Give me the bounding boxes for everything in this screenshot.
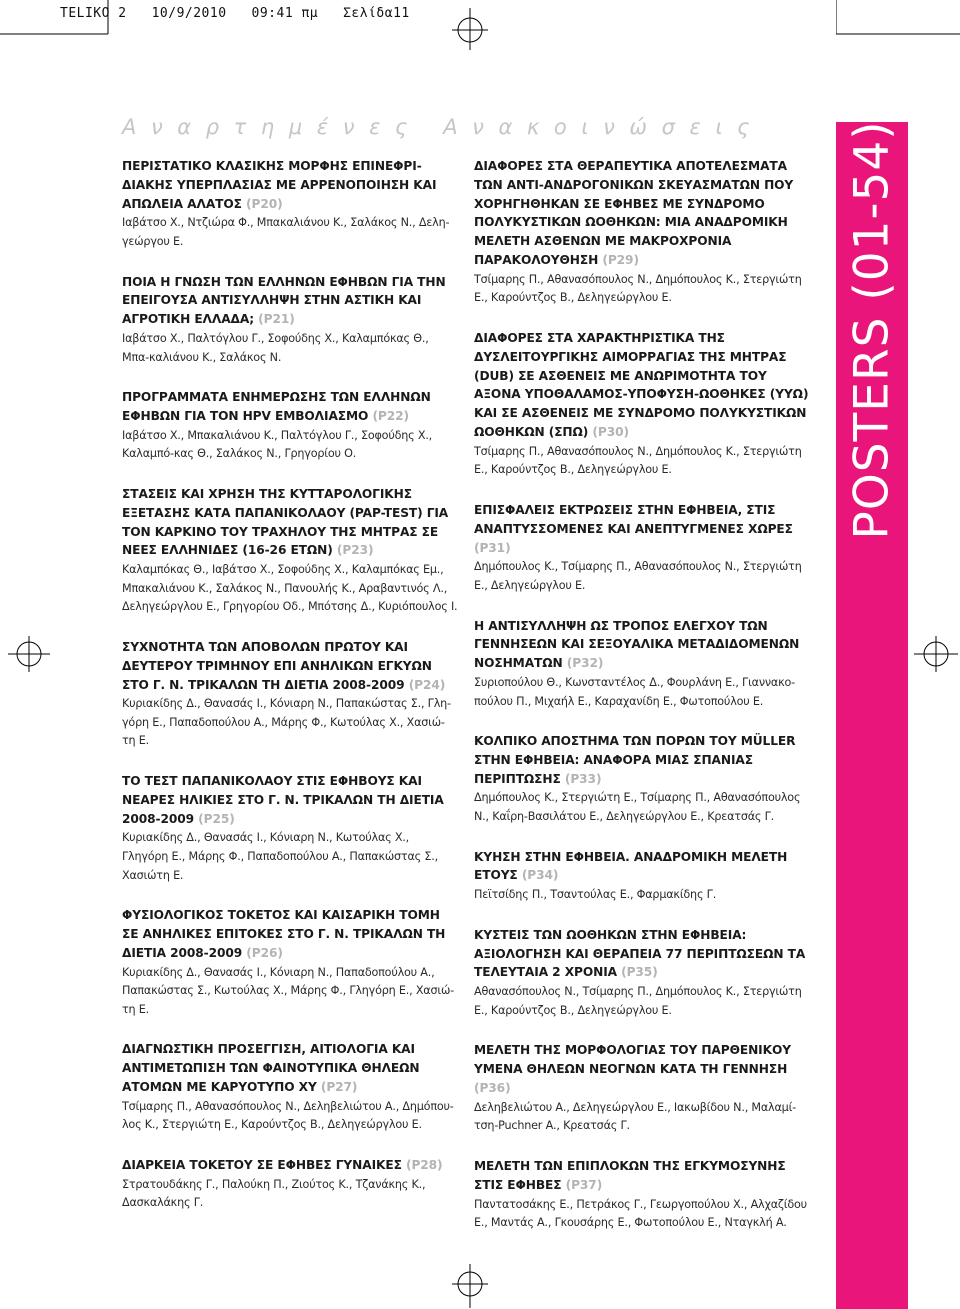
abstract-entry <box>122 1040 458 1135</box>
abstract-authors: Καλαμπόκας Θ., Ιαβάτσο Χ., Σοφούδης Χ., Καλαμπόκας Εμ., Μπακαλιάνου Κ., Σαλάκος Ν., Πανουλής Κ., Αραβαντινός Λ., Δεληγεώργλου Ε., Γρηγορίου Οδ., Μπότσης Δ., Κυριόπουλος Ι. <box>122 563 458 614</box>
abstract-title: ΠΡΟΓΡΑΜΜΑΤΑ ΕΝΗΜΕΡΩΣΗΣ ΤΩΝ ΕΛΛΗΝΩΝ ΕΦΗΒΩΝ ΓΙΑ ΤΟΝ HPV ΕΜΒΟΛΙΑΣΜΟ (P22) <box>122 390 431 423</box>
abstract-authors: Στρατουδάκης Γ., Παλούκη Π., Ζιούτος Κ., Τζανάκης Κ., Δασκαλάκης Γ. <box>122 1177 426 1210</box>
abstract-entry <box>122 273 458 368</box>
abstract-authors: Παντατοσάκης Ε., Πετράκος Γ., Γεωργοπούλου Χ., Αλχαζίδου Ε., Μαντάς Α., Γκουσάρης Ε., Φωτοπούλου Ε., Νταγκλή Α. <box>474 1197 807 1230</box>
abstract-title: ΚΥΣΤΕΙΣ ΤΩΝ ΩΟΘΗΚΩΝ ΣΤΗΝ ΕΦΗΒΕΙΑ: ΑΞΙΟΛΟΓΗΣΗ ΚΑΙ ΘΕΡΑΠΕΙΑ 77 ΠΕΡΙΠΤΩΣΕΩΝ ΤΑ ΤΕΛΕΥΤΑΙΑ 2 ΧΡΟΝΙΑ (P35) <box>474 927 806 980</box>
abstract-title: ΦΥΣΙΟΛΟΓΙΚΟΣ ΤΟΚΕΤΟΣ ΚΑΙ ΚΑΙΣΑΡΙΚΗ ΤΟΜΗ ΣΕ ΑΝΗΛΙΚΕΣ ΕΠΙΤΟΚΕΣ ΣΤΟ Γ. Ν. ΤΡΙΚΑΛΩΝ ΤΗ ΔΙΕΤΙΑ 2008-2009 (P26) <box>122 908 446 960</box>
right-column <box>474 157 810 1254</box>
abstract-authors: Τσίμαρης Π., Αθανασόπουλος Ν., Δημόπουλος Κ., Στεργιώτη Ε., Καρούντζος Β., Δεληγεώργλου Ε. <box>474 444 802 477</box>
section-banner: Αναρτημένες Ανακοινώσεις <box>122 115 765 139</box>
abstract-title: ΣΥΧΝΟΤΗΤΑ ΤΩΝ ΑΠΟΒΟΛΩΝ ΠΡΩΤΟΥ ΚΑΙ ΔΕΥΤΕΡΟΥ ΤΡΙΜΗΝΟΥ ΕΠΙ ΑΝΗΛΙΚΩΝ ΕΓΚΥΩΝ ΣΤΟ Γ. Ν. ΤΡΙΚΑΛΩΝ ΤΗ ΔΙΕΤΙΑ 2008-2009 (P24) <box>122 639 446 692</box>
abstract-authors: Ιαβάτσο Χ., Μπακαλιάνου Κ., Παλτόγλου Γ., Σοφούδης Χ., Καλαμπό-κας Θ., Σαλάκος Ν., Γρηγορίου Ο. <box>122 428 433 461</box>
left-column <box>122 157 458 1234</box>
poster-code: (P31) <box>474 540 511 555</box>
abstract-authors: Συριοπούλου Θ., Κωνσταντέλος Δ., Φουρλάνη Ε., Γιαννακο-πούλου Π., Μιχαήλ Ε., Καραχανίδη Ε., Φωτοπούλου Ε. <box>474 675 795 708</box>
registration-mark-bottom-icon <box>450 1262 490 1309</box>
abstract-authors: Πεϊτσίδης Π., Τσαντούλας Ε., Φαρμακίδης Γ. <box>474 888 717 902</box>
abstract-title: ΚΥΗΣΗ ΣΤΗΝ ΕΦΗΒΕΙΑ. ΑΝΑΔΡΟΜΙΚΗ ΜΕΛΕΤΗ ΕΤΟΥΣ (P34) <box>474 849 788 883</box>
abstract-title: ΔΙΑΓΝΩΣΤΙΚΗ ΠΡΟΣΕΓΓΙΣΗ, ΑΙΤΙΟΛΟΓΙΑ ΚΑΙ ΑΝΤΙΜΕΤΩΠΙΣΗ ΤΩΝ ΦΑΙΝΟΤΥΠΙΚΑ ΘΗΛΕΩΝ ΑΤΟΜΩΝ ΜΕ ΚΑΡΥΟΤΥΠΟ ΧΥ (P27) <box>122 1042 420 1095</box>
poster-code: (P22) <box>372 408 409 423</box>
poster-code: (P37) <box>565 1177 603 1192</box>
registration-mark-right-icon <box>912 634 960 674</box>
abstract-entry <box>122 638 458 751</box>
abstract-entry <box>474 617 810 712</box>
abstract-authors: Ιαβάτσο Χ., Ντζιώρα Φ., Μπακαλιάνου Κ., Σαλάκος Ν., Δελη-γεώργου Ε. <box>122 216 450 248</box>
poster-code: (P26) <box>246 945 283 960</box>
abstract-title: ΠΟΙΑ Η ΓΝΩΣΗ ΤΩΝ ΕΛΛΗΝΩΝ ΕΦΗΒΩΝ ΓΙΑ ΤΗΝ ΕΠΕΙΓΟΥΣΑ ΑΝΤΙΣΥΛΛΗΨΗ ΣΤΗΝ ΑΣΤΙΚΗ ΚΑΙ ΑΓΡΟΤΙΚΗ ΕΛΛΑΔΑ; (P21) <box>122 274 446 327</box>
abstract-authors: Κυριακίδης Δ., Θανασάς Ι., Κόνιαρη Ν., Παπακώστας Σ., Γλη-γόρη Ε., Παπαδοπούλου Α., Μάρης Φ., Κωτούλας Χ., Χασιώ-τη Ε. <box>122 697 451 748</box>
poster-code: (P32) <box>566 656 604 671</box>
abstract-authors: Κυριακίδης Δ., Θανασάς Ι., Κόνιαρη Ν., Κωτούλας Χ., Γληγόρη Ε., Μάρης Φ., Παπαδοπούλου Α., Παπακώστας Σ., Χασιώτη Ε. <box>122 831 438 882</box>
registration-mark-left-icon <box>2 634 52 674</box>
abstract-title: ΔΙΑΦΟΡΕΣ ΣΤΑ ΘΕΡΑΠΕΥΤΙΚΑ ΑΠΟΤΕΛΕΣΜΑΤΑ ΤΩΝ ΑΝΤΙ-ΑΝΔΡΟΓΟΝΙΚΩΝ ΣΚΕΥΑΣΜΑΤΩΝ ΠΟΥ ΧΟΡΗΓΗΘΗΚΑΝ ΣΕ ΕΦΗΒΕΣ ΜΕ ΣΥΝΔΡΟΜΟ ΠΟΛΥΚΥΣΤΙΚΩΝ ΩΟΘΗΚΩΝ: ΜΙΑ ΑΝΑΔΡΟΜΙΚΗ ΜΕΛΕΤΗ ΑΣΘΕΝΩΝ ΜΕ ΜΑΚΡΟΧΡΟΝΙΑ ΠΑΡΑΚΟΛΟΥΘΗΣΗ (P29) <box>474 159 794 267</box>
abstract-entry <box>474 329 810 480</box>
poster-code: (P21) <box>258 312 295 327</box>
poster-code: (P25) <box>198 811 235 826</box>
abstract-entry <box>474 1157 810 1233</box>
posters-side-label: POSTERS (01-54) <box>844 120 900 540</box>
abstract-entry <box>122 485 458 617</box>
abstract-authors: Τσίμαρης Π., Αθανασόπουλος Ν., Δεληβελιώτου Α., Δημόπου-λος Κ., Στεργιώτη Ε., Καρούντζος Β., Δεληγεώργλου Ε. <box>122 1099 454 1132</box>
abstract-entry <box>474 926 810 1021</box>
abstract-entry <box>474 848 810 905</box>
poster-code: (P28) <box>405 1158 443 1172</box>
poster-code: (P24) <box>408 677 446 692</box>
print-slug-line: TELIKO 2 10/9/2010 09:41 πμ Σελίδα11 <box>60 6 410 21</box>
abstract-title: ΔΙΑΦΟΡΕΣ ΣΤΑ ΧΑΡΑΚΤΗΡΙΣΤΙΚΑ ΤΗΣ ΔΥΣΛΕΙΤΟΥΡΓΙΚΗΣ ΑΙΜΟΡΡΑΓΙΑΣ ΤΗΣ ΜΗΤΡΑΣ (DUB) ΣΕ ΑΣΘΕΝΕΙΣ ΜΕ ΑΝΩΡΙΜΟΤΗΤΑ ΤΟΥ ΑΞΟΝΑ ΥΠΟΘΑΛΑΜΟΣ-ΥΠΟΦΥΣΗ-ΩΟΘΗΚΕΣ (ΥΥΩ) ΚΑΙ ΣΕ ΑΣΘΕΝΕΙΣ ΜΕ ΣΥΝΔΡΟΜΟ ΠΟΛΥΚΥΣΤΙΚΩΝ ΩΟΘΗΚΩΝ (ΣΠΩ) (P30) <box>474 330 809 439</box>
crop-mark-top-left-icon <box>0 0 120 120</box>
abstract-entry <box>474 501 810 596</box>
abstract-authors: Δημόπουλος Κ., Στεργιώτη Ε., Τσίμαρης Π., Αθανασόπουλος Ν., Καΐρη-Βασιλάτου Ε., Δεληγεώργλου Ε., Κρεατσάς Γ. <box>474 791 801 824</box>
abstract-entry <box>122 157 458 252</box>
abstract-authors: Δημόπουλος Κ., Τσίμαρης Π., Αθανασόπουλος Ν., Στεργιώτη Ε., Δεληγεώργλου Ε. <box>474 560 802 592</box>
poster-code: (P33) <box>564 771 602 786</box>
poster-code: (P30) <box>592 424 629 439</box>
abstract-authors: Τσίμαρης Π., Αθανασόπουλος Ν., Δημόπουλος Κ., Στεργιώτη Ε., Καρούντζος Β., Δεληγεώργλου Ε. <box>474 272 802 305</box>
abstract-title: ΣΤΑΣΕΙΣ ΚΑΙ ΧΡΗΣΗ ΤΗΣ ΚΥΤΤΑΡΟΛΟΓΙΚΗΣ ΕΞΕΤΑΣΗΣ ΚΑΤΑ ΠΑΠΑΝΙΚΟΛΑΟΥ (PAP-TEST) ΓΙΑ ΤΟΝ ΚΑΡΚΙΝΟ ΤΟΥ ΤΡΑΧΗΛΟΥ ΤΗΣ ΜΗΤΡΑΣ ΣΕ ΝΕΕΣ ΕΛΛΗΝΙΔΕΣ (16-26 ΕΤΩΝ) (P23) <box>122 486 449 558</box>
abstract-authors: Κυριακίδης Δ., Θανασάς Ι., Κόνιαρη Ν., Παπαδοπούλου Α., Παπακώστας Σ., Κωτούλας Χ., Μάρης Φ., Γληγόρη Ε., Χασιώ-τη Ε. <box>122 965 454 1016</box>
abstract-title: ΠΕΡΙΣΤΑΤΙΚΟ ΚΛΑΣΙΚΗΣ ΜΟΡΦΗΣ ΕΠΙΝΕΦΡΙ-ΔΙΑΚΗΣ ΥΠΕΡΠΛΑΣΙΑΣ ΜΕ ΑΡΡΕΝΟΠΟΙΗΣΗ ΚΑΙ ΑΠΩΛΕΙΑ ΑΛΑΤΟΣ (P20) <box>122 159 437 211</box>
abstract-authors: Ιαβάτσο Χ., Παλτόγλου Γ., Σοφούδης Χ., Καλαμπόκας Θ., Μπα-καλιάνου Κ., Σαλάκος Ν. <box>122 331 429 364</box>
crop-mark-top-right-icon <box>836 0 960 40</box>
poster-code: (P34) <box>521 868 559 883</box>
abstract-title: ΤΟ ΤΕΣΤ ΠΑΠΑΝΙΚΟΛΑΟΥ ΣΤΙΣ ΕΦΗΒΟΥΣ ΚΑΙ ΝΕΑΡΕΣ ΗΛΙΚΙΕΣ ΣΤΟ Γ. Ν. ΤΡΙΚΑΛΩΝ ΤΗ ΔΙΕΤΙΑ 2008-2009 (P25) <box>122 774 444 826</box>
abstract-title: ΕΠΙΣΦΑΛΕΙΣ ΕΚΤΡΩΣΕΙΣ ΣΤΗΝ ΕΦΗΒΕΙΑ, ΣΤΙΣ ΑΝΑΠΤΥΣΣΟΜΕΝΕΣ ΚΑΙ ΑΝΕΠΤΥΓΜΕΝΕΣ ΧΩΡΕΣ (P31) <box>474 502 793 555</box>
abstract-authors: Αθανασόπουλος Ν., Τσίμαρης Π., Δημόπουλος Κ., Στεργιώτη Ε., Καρούντζος Β., Δεληγεώργλου Ε. <box>474 985 802 1017</box>
poster-code: (P36) <box>474 1081 511 1096</box>
abstract-entry <box>474 1041 810 1136</box>
abstract-entry <box>122 772 458 885</box>
abstract-entry <box>122 388 458 464</box>
abstract-authors: Δεληβελιώτου Α., Δεληγεώργλου Ε., Ιακωβίδου Ν., Μαλαμί-τση-Puchner Α., Κρεατσάς Γ. <box>474 1100 796 1133</box>
abstract-entry <box>474 732 810 827</box>
abstract-title: ΔΙΑΡΚΕΙΑ ΤΟΚΕΤΟΥ ΣΕ ΕΦΗΒΕΣ ΓΥΝΑΙΚΕΣ (P28) <box>122 1158 443 1172</box>
registration-mark-top-icon <box>450 2 490 52</box>
poster-code: (P29) <box>602 252 639 267</box>
poster-code: (P23) <box>336 543 374 558</box>
poster-code: (P35) <box>621 965 658 980</box>
abstract-entry <box>122 1156 458 1213</box>
abstract-entry <box>122 906 458 1019</box>
abstract-entry <box>474 157 810 308</box>
poster-code: (P27) <box>320 1080 358 1095</box>
abstract-title: ΜΕΛΕΤΗ ΤΗΣ ΜΟΡΦΟΛΟΓΙΑΣ ΤΟΥ ΠΑΡΘΕΝΙΚΟΥ ΥΜΕΝΑ ΘΗΛΕΩΝ ΝΕΟΓΝΩΝ ΚΑΤΑ ΤΗ ΓΕΝΝΗΣΗ (P36) <box>474 1043 791 1096</box>
abstract-title: Η ΑΝΤΙΣΥΛΛΗΨΗ ΩΣ ΤΡΟΠΟΣ ΕΛΕΓΧΟΥ ΤΩΝ ΓΕΝΝΗΣΕΩΝ ΚΑΙ ΣΕΞΟΥΑΛΙΚΑ ΜΕΤΑΔΙΔΟΜΕΝΩΝ ΝΟΣΗΜΑΤΩΝ (P32) <box>474 618 800 671</box>
abstract-title: ΜΕΛΕΤΗ ΤΩΝ ΕΠΙΠΛΟΚΩΝ ΤΗΣ ΕΓΚΥΜΟΣΥΝΗΣ ΣΤΙΣ ΕΦΗΒΕΣ (P37) <box>474 1159 786 1192</box>
abstract-title: ΚΟΛΠΙΚΟ ΑΠΟΣΤΗΜΑ ΤΩΝ ΠΟΡΩΝ ΤΟΥ MÜLLER ΣΤΗΝ ΕΦΗΒΕΙΑ: ΑΝΑΦΟΡΑ ΜΙΑΣ ΣΠΑΝΙΑΣ ΠΕΡΙΠΤΩΣΗΣ (P33) <box>474 734 796 786</box>
poster-code: (P20) <box>246 196 283 211</box>
